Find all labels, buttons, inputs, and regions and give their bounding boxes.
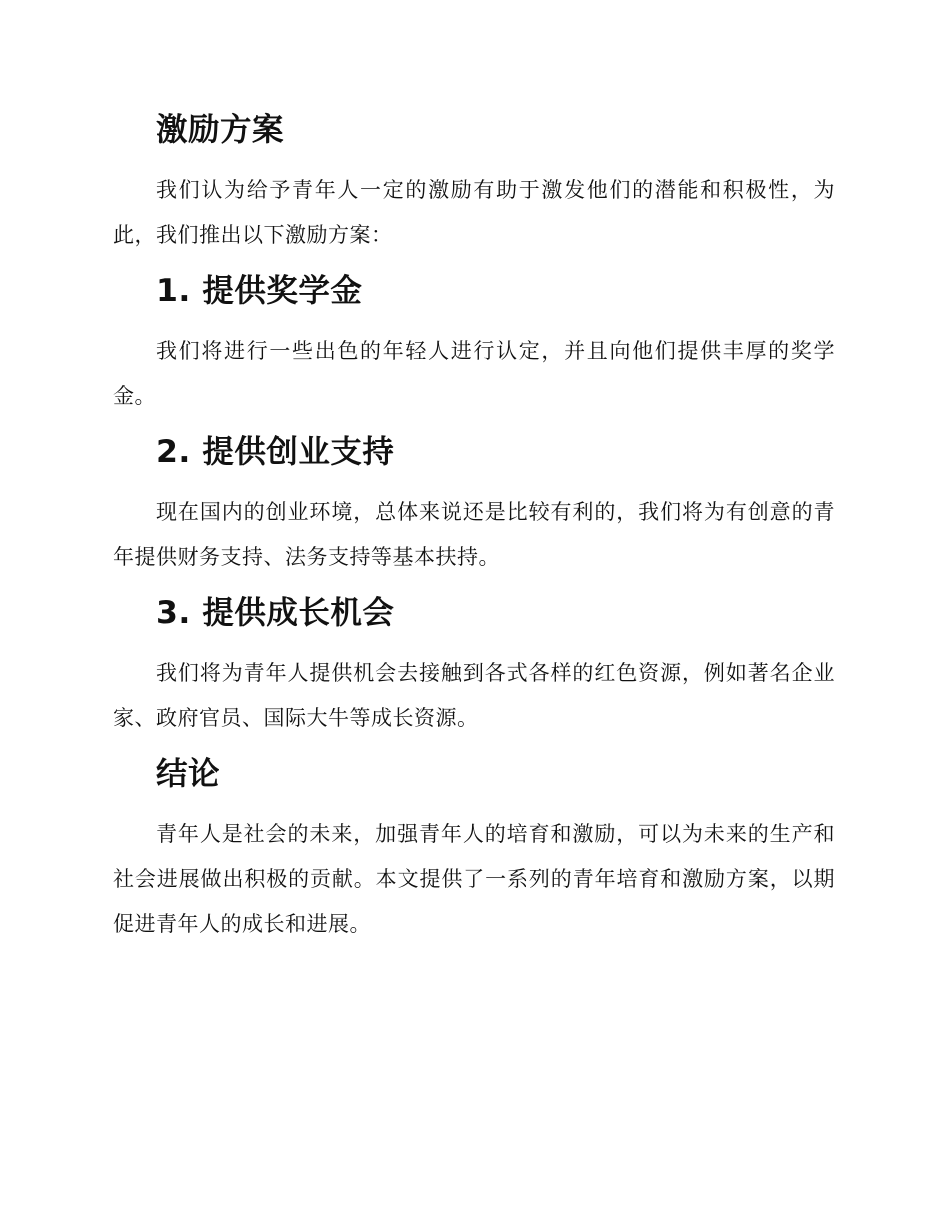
- paragraph-scholarship: 我们将进行一些出色的年轻人进行认定，并且向他们提供丰厚的奖学金。: [113, 339, 835, 408]
- paragraph-startup-support: 现在国内的创业环境，总体来说还是比较有利的，我们将为有创意的青年提供财务支持、法务支持等基本扶持。: [113, 500, 835, 569]
- section-heading-growth-opportunity: 3. 提供成长机会: [156, 595, 395, 631]
- document-body: [113, 110, 835, 960]
- section-heading-scholarship: 1. 提供奖学金: [156, 273, 363, 309]
- paragraph-incentive-intro: 我们认为给予青年人一定的激励有助于激发他们的潜能和积极性，为此，我们推出以下激励方案：: [113, 178, 835, 247]
- section-heading-incentive-plan: 激励方案: [156, 112, 285, 148]
- paragraph-conclusion: 青年人是社会的未来，加强青年人的培育和激励，可以为未来的生产和社会进展做出积极的贡献。本文提供了一系列的青年培育和激励方案，以期促进青年人的成长和进展。: [113, 822, 835, 936]
- section-heading-startup-support: 2. 提供创业支持: [156, 434, 395, 470]
- paragraph-growth-opportunity: 我们将为青年人提供机会去接触到各式各样的红色资源，例如著名企业家、政府官员、国际大牛等成长资源。: [113, 661, 835, 730]
- section-heading-conclusion: 结论: [156, 756, 221, 792]
